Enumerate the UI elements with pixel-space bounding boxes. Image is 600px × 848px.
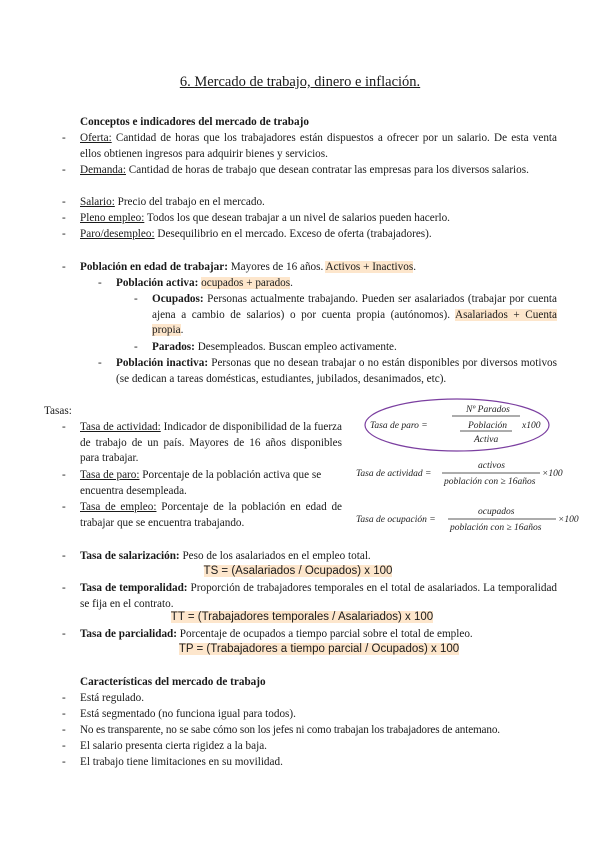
term-tasa-empleo: Tasa de empleo: [80,501,157,513]
bullet-dash: - [62,421,66,433]
label-parados: Parados: [152,341,195,353]
formula-paro-den1: Población [468,421,508,431]
item-demanda [80,163,557,179]
formula-ts: TS = (Asalariados / Ocupados) x 100 [203,565,393,577]
bullet-dash: - [134,341,138,353]
bullet-dash: - [62,692,66,704]
item-poblacion-edad [80,260,557,276]
bullet-dash: - [62,164,66,176]
label-ocupados: Ocupados: [152,293,204,305]
item-parados [152,340,557,356]
term-tasa-paro: Tasa de paro: [80,469,140,481]
highlight-asalariados-cuenta-propia: Asalariados + Cuenta propia [152,308,557,337]
term-oferta: Oferta: [80,132,112,144]
bullet-dash: - [62,132,66,144]
item-tasa-paro [80,468,350,499]
text-pleno-empleo: Todos los que desean trabajar a un nivel de salarios pueden hacerlo. [144,212,450,224]
term-pleno-empleo: Pleno empleo: [80,212,145,224]
section-heading-conceptos: Conceptos e indicadores del mercado de trabajo [80,116,309,128]
punct: . [413,261,416,273]
formula-ocupacion-lhs: Tasa de ocupación = [356,515,436,525]
bullet-dash: - [62,628,66,640]
section-heading-caracteristicas: Características del mercado de trabajo [80,676,266,688]
item-tasa-actividad [80,420,342,467]
term-salario: Salario: [80,196,115,208]
text-tasa-empleo: Porcentaje de la población en edad de trabajar que se encuentra trabajando. [80,501,343,529]
highlight-activos-inactivos: Activos + Inactivos [325,261,414,273]
label-parcialidad: Tasa de parcialidad: [80,628,177,640]
bullet-dash: - [62,550,66,562]
bullet-dash: - [62,469,66,481]
item-paro [80,227,557,243]
text-parados: Desempleados. Buscan empleo activamente. [194,341,397,353]
text-poblacion-edad: Mayores de 16 años. [227,261,326,273]
formula-ts-row [80,564,516,580]
label-poblacion-edad: Población en edad de trabajar: [80,261,228,273]
formula-paro-num: Nº Parados [466,405,510,415]
item-pleno-empleo [80,211,557,227]
list-item: Está segmentado (no funciona igual para todos). [80,708,296,720]
formula-paro-den2: Activa [474,435,499,445]
punct: . [290,277,293,289]
text-tasa-paro: Porcentaje de la población activa que se encuentra desempleada. [80,469,322,497]
item-poblacion-inactiva [116,356,557,387]
punct: . [180,324,184,337]
text-demanda: Cantidad de horas de trabajo que desean contratar las empresas para los diversos salarios. [125,164,529,176]
bullet-dash: - [62,261,66,273]
term-tasa-actividad: Tasa de actividad: [80,421,161,433]
text-tasa-actividad: Indicador de disponibilidad de la fuerza de trabajo de un país. Mayores de 16 años disponibles para trabajar. [80,421,342,465]
bullet-dash: - [98,357,102,369]
item-parcialidad [80,627,557,643]
formula-actividad-lhs: Tasa de actividad = [356,469,432,479]
page-title: 6. Mercado de trabajo, dinero e inflación. [179,74,421,90]
text-salarizacion: Peso de los asalariados en el empleo total. [179,550,371,562]
term-demanda: Demanda: [80,164,126,176]
text-oferta: Cantidad de horas que los trabajadores están dispuestos a ofrecer por un salario. De esta venta ellos obtienen ingresos para adquirir bienes y servicios. [80,132,557,160]
item-oferta [80,131,557,162]
bullet-dash: - [62,756,66,768]
bullet-dash: - [134,293,138,305]
bullet-dash: - [62,740,66,752]
list-item: No es transparente, no se sabe cómo son los jefes ni como trabajan los trabajadores de antemano. [80,724,500,736]
text-parcialidad: Porcentaje de ocupados a tiempo parcial sobre el total de empleo. [176,628,473,640]
formula-paro-rhs: x100 [522,421,541,431]
bullet-dash: - [62,501,66,513]
label-poblacion-activa: Población activa: [116,277,199,289]
bullet-dash: - [62,708,66,720]
list-item: El salario presenta cierta rigidez a la baja. [80,740,267,752]
tasas-label: Tasas: [44,405,72,417]
text-temporalidad: Proporción de trabajadores temporales en el total de asalariados. La temporalidad se fija en el contrato. [80,582,558,610]
text-ocupados: Personas actualmente trabajando. Pueden ser asalariados (trabajar por cuenta ajena a cambio de salarios) o por cuenta propia (autónomos). [152,293,557,321]
label-temporalidad: Tasa de temporalidad: [80,582,188,594]
item-poblacion-activa [116,276,557,292]
bullet-dash: - [98,277,102,289]
formula-ocupacion-num: ocupados [478,507,515,517]
item-temporalidad [80,581,557,612]
text-salario: Precio del trabajo en el mercado. [114,196,265,208]
formulas-figure [350,398,596,534]
item-tasa-empleo [80,500,342,531]
formula-tt-row [80,610,524,626]
text-poblacion-inactiva: Personas que no desean trabajar o no están disponibles por diversos motivos (se dedican a tareas domésticas, estudiantes, jubilados, desanimados, etc). [116,357,557,385]
formula-paro-lhs: Tasa de paro = [370,421,428,431]
bullet-dash: - [62,582,66,594]
list-item: El trabajo tiene limitaciones en su movilidad. [80,756,283,768]
formula-ocupacion-den: población con ≥ 16años [450,523,542,533]
term-paro: Paro/desempleo: [80,228,155,240]
formula-actividad-num: activos [478,461,505,471]
formula-tp-row [80,642,558,658]
formula-ocupacion-rhs: ×100 [558,515,579,525]
bullet-dash: - [62,212,66,224]
list-item: Está regulado. [80,692,144,704]
item-salarizacion [80,549,557,565]
formula-tt: TT = (Trabajadores temporales / Asalariados) x 100 [170,611,434,623]
formula-actividad-den: población con ≥ 16años [444,477,536,487]
label-salarizacion: Tasa de salarización: [80,550,180,562]
bullet-dash: - [62,228,66,240]
text-paro: Desequilibrio en el mercado. Exceso de oferta (trabajadores). [154,228,432,240]
formula-tp: TP = (Trabajadores a tiempo parcial / Ocupados) x 100 [178,643,460,655]
bullet-dash: - [62,196,66,208]
label-poblacion-inactiva: Población inactiva: [116,357,209,369]
formula-actividad-rhs: ×100 [542,469,563,479]
item-ocupados [152,292,557,339]
highlight-ocupados-parados: ocupados + parados [201,277,291,289]
item-salario [80,195,557,211]
bullet-dash: - [62,724,66,736]
